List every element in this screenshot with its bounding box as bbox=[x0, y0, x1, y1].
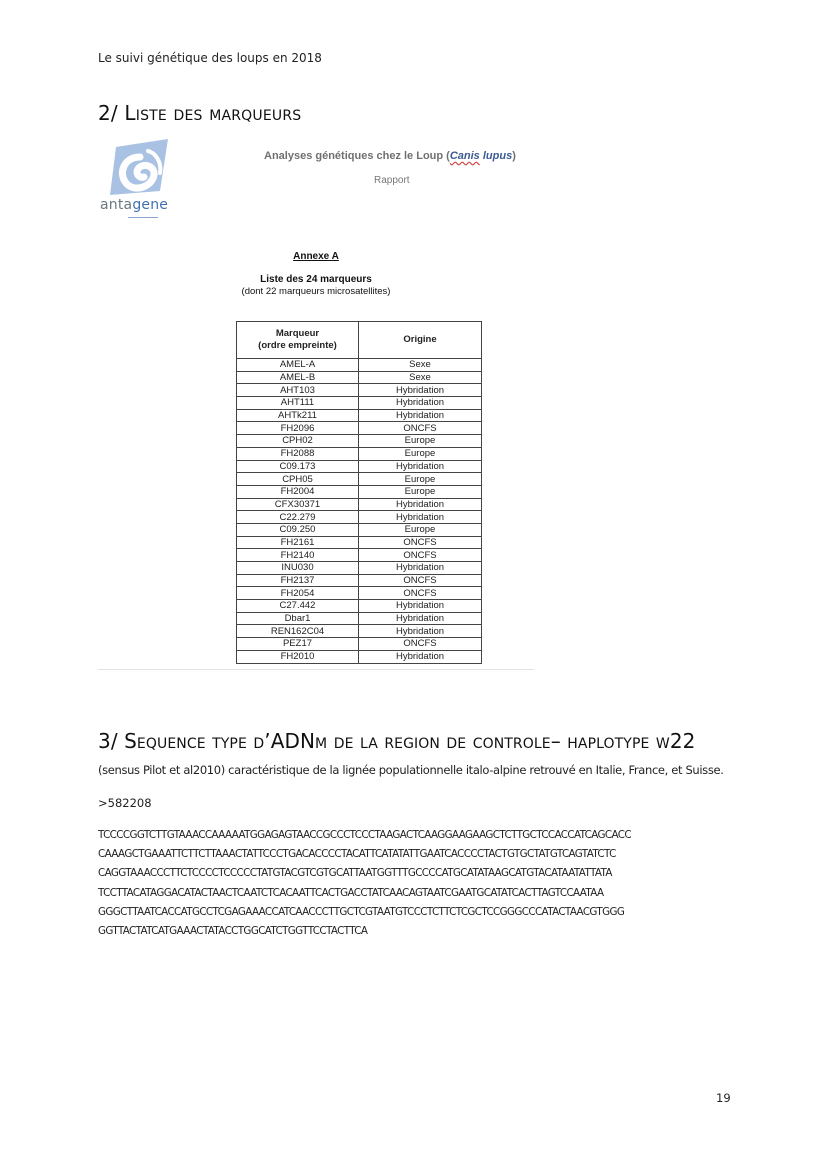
table-row bbox=[237, 359, 482, 372]
sequence-id: >582208 bbox=[98, 796, 152, 810]
origin-cell: Europe bbox=[359, 435, 482, 448]
marker-cell: CPH02 bbox=[237, 435, 359, 448]
marker-cell: FH2137 bbox=[237, 574, 359, 587]
table-row bbox=[237, 625, 482, 638]
table-row bbox=[237, 587, 482, 600]
origin-cell: Hybridation bbox=[359, 384, 482, 397]
marker-cell: AMEL-A bbox=[237, 359, 359, 372]
table-row bbox=[237, 638, 482, 651]
origin-cell: Hybridation bbox=[359, 562, 482, 575]
table-row bbox=[237, 574, 482, 587]
antagene-wordmark bbox=[100, 197, 168, 213]
marker-cell: C22.279 bbox=[237, 511, 359, 524]
table-row bbox=[237, 422, 482, 435]
annex-title: Annexe A bbox=[293, 251, 339, 262]
marker-cell: FH2010 bbox=[237, 650, 359, 663]
table-row bbox=[237, 371, 482, 384]
origin-cell: ONCFS bbox=[359, 574, 482, 587]
marker-cell: C09.173 bbox=[237, 460, 359, 473]
table-row bbox=[237, 397, 482, 410]
origin-cell: Hybridation bbox=[359, 600, 482, 613]
table-row bbox=[237, 473, 482, 486]
table-row bbox=[237, 460, 482, 473]
genus-name: Canis bbox=[449, 150, 480, 162]
dna-sequence bbox=[98, 826, 738, 941]
table-row bbox=[237, 600, 482, 613]
marker-cell: CFX30371 bbox=[237, 498, 359, 511]
brand-light: anta bbox=[100, 197, 133, 213]
marker-cell: C09.250 bbox=[237, 523, 359, 536]
origin-cell: Hybridation bbox=[359, 625, 482, 638]
report-subtitle: Rapport bbox=[374, 175, 410, 186]
origin-cell: Hybridation bbox=[359, 612, 482, 625]
table-row bbox=[237, 384, 482, 397]
origin-cell: Sexe bbox=[359, 359, 482, 372]
marker-cell: FH2004 bbox=[237, 485, 359, 498]
marker-cell: AMEL-B bbox=[237, 371, 359, 384]
marker-cell: FH2088 bbox=[237, 447, 359, 460]
origin-cell: Hybridation bbox=[359, 511, 482, 524]
report-excerpt-image bbox=[98, 137, 534, 670]
marker-cell: FH2054 bbox=[237, 587, 359, 600]
origin-cell: Europe bbox=[359, 473, 482, 486]
section-2-title: 2/ Liste des marqueurs bbox=[98, 101, 302, 125]
table-header-row bbox=[237, 322, 482, 359]
table-row bbox=[237, 612, 482, 625]
header-marker-line2: (ordre empreinte) bbox=[258, 340, 337, 351]
sequence-line: TCCTTACATAGGACATACTAACTCAATCTCACAATTCACTGACCTATCAACAGTAATCGAATGCATATCACTTAGTCCAATAA bbox=[98, 886, 604, 899]
annex-note: (dont 22 marqueurs microsatellites) bbox=[241, 286, 391, 297]
marker-cell: Dbar1 bbox=[237, 612, 359, 625]
annex-subtitle: Liste des 24 marqueurs bbox=[260, 274, 372, 285]
table-row bbox=[237, 650, 482, 663]
report-title-suffix: ) bbox=[512, 150, 516, 162]
table-row bbox=[237, 447, 482, 460]
table-row bbox=[237, 435, 482, 448]
origin-cell: Hybridation bbox=[359, 498, 482, 511]
report-title-prefix: Analyses génétiques chez le Loup ( bbox=[264, 150, 450, 162]
markers-table bbox=[236, 321, 482, 664]
report-title bbox=[264, 150, 516, 162]
origin-cell: ONCFS bbox=[359, 549, 482, 562]
table-row bbox=[237, 523, 482, 536]
sequence-line: GGTTACTATCATGAAACTATACCTGGCATCTGGTTCCTACTTCA bbox=[98, 925, 368, 938]
origin-cell: Sexe bbox=[359, 371, 482, 384]
table-row bbox=[237, 498, 482, 511]
table-row bbox=[237, 536, 482, 549]
table-row bbox=[237, 511, 482, 524]
species-name bbox=[450, 150, 512, 162]
column-header-origin: Origine bbox=[359, 322, 482, 359]
section-3-intro: (sensus Pilot et al2010) caractéristique de la lignée populationnelle italo-alpine retrouvé en Italie, France, et Suisse. bbox=[98, 763, 724, 777]
table-row bbox=[237, 485, 482, 498]
table-row bbox=[237, 562, 482, 575]
running-header: Le suivi génétique des loups en 2018 bbox=[98, 51, 322, 65]
markers-table-body bbox=[237, 359, 482, 664]
species-epithet: lupus bbox=[482, 150, 513, 162]
page-number: 19 bbox=[716, 1091, 731, 1105]
sequence-line: CAGGTAAACCCTTCTCCCCTCCCCCTATGTACGTCGTGCATTAATGGTTTGCCCCATGCATATAAGCATGTACATAATATTATA bbox=[98, 867, 612, 880]
sequence-line: TCCCCGGTCTTGTAAACCAAAAATGGAGAGTAACCGCCCTCCCTAAGACTCAAGGAAGAAGCTCTTGCTCCACCATCAGCACC bbox=[98, 829, 631, 841]
origin-cell: Hybridation bbox=[359, 409, 482, 422]
marker-cell: FH2161 bbox=[237, 536, 359, 549]
brand-bold: gene bbox=[132, 197, 169, 213]
sequence-line: CAAAGCTGAAATTCTTCTTAAACTATTCCCTGACACCCCTACATTCATATATTGAATCACCCCTACTGTGCTATGTCAGTATCTC bbox=[98, 848, 616, 861]
origin-cell: ONCFS bbox=[359, 638, 482, 651]
section-3-title: 3/ Sequence type d’ADNm de la region de controle– haplotype w22 bbox=[98, 729, 696, 753]
origin-cell: Europe bbox=[359, 523, 482, 536]
table-row bbox=[237, 549, 482, 562]
logo-underline bbox=[128, 217, 158, 218]
marker-cell: REN162C04 bbox=[237, 625, 359, 638]
marker-cell: C27.442 bbox=[237, 600, 359, 613]
origin-cell: ONCFS bbox=[359, 536, 482, 549]
origin-cell: Hybridation bbox=[359, 397, 482, 410]
marker-cell: AHTk211 bbox=[237, 409, 359, 422]
marker-cell: FH2096 bbox=[237, 422, 359, 435]
table-row bbox=[237, 409, 482, 422]
origin-cell: Europe bbox=[359, 485, 482, 498]
origin-cell: Hybridation bbox=[359, 460, 482, 473]
origin-cell: ONCFS bbox=[359, 422, 482, 435]
marker-cell: AHT111 bbox=[237, 397, 359, 410]
marker-cell: INU030 bbox=[237, 562, 359, 575]
origin-cell: Hybridation bbox=[359, 650, 482, 663]
marker-cell: CPH05 bbox=[237, 473, 359, 486]
header-marker-line1: Marqueur bbox=[275, 328, 320, 339]
marker-cell: FH2140 bbox=[237, 549, 359, 562]
sequence-line: GGGCTTAATCACCATGCCTCGAGAAACCATCAACCCTTGCTCGTAATGTCCCTCTTCTCGCTCCGGGCCCATACTAACGTGGG bbox=[98, 905, 625, 918]
column-header-marker bbox=[237, 322, 359, 359]
origin-cell: Europe bbox=[359, 447, 482, 460]
marker-cell: PEZ17 bbox=[237, 638, 359, 651]
origin-cell: ONCFS bbox=[359, 587, 482, 600]
marker-cell: AHT103 bbox=[237, 384, 359, 397]
